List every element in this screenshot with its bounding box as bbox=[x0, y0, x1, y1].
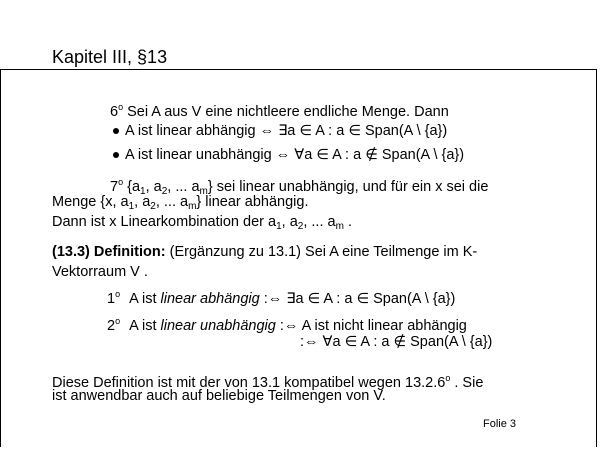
bullet-icon bbox=[113, 152, 119, 158]
text: . Sie bbox=[450, 375, 484, 391]
point-6-bullet-2-text: A ist linear unabhängig ⇔ ∀a ∈ A : a ∉ Span(A \ {a}) bbox=[125, 147, 465, 163]
point-6-intro bbox=[110, 99, 449, 121]
definition-item-1 bbox=[107, 286, 455, 308]
item-degree: o bbox=[115, 289, 121, 299]
subscript: m bbox=[188, 201, 197, 212]
subscript: 1 bbox=[276, 221, 282, 232]
text: } linear abhängig. bbox=[196, 194, 309, 210]
page-title: Kapitel III, §13 bbox=[52, 47, 168, 67]
point-6-degree: o bbox=[118, 102, 124, 112]
text: } sei linear unabhängig, und für ein x sei die bbox=[207, 179, 489, 195]
text: . bbox=[343, 214, 352, 230]
point-7-line-3 bbox=[52, 214, 352, 235]
italic-term: linear abhängig bbox=[160, 291, 260, 307]
italic-term: linear unabhängig bbox=[160, 318, 276, 334]
text: , a bbox=[134, 194, 151, 210]
subscript: 2 bbox=[150, 201, 156, 212]
text: , a bbox=[281, 214, 298, 230]
closing-line-2: ist anwendbar auch auf beliebige Teilmengen von V. bbox=[52, 388, 386, 404]
point-7-degree: o bbox=[118, 177, 124, 187]
point-7-line-2 bbox=[52, 194, 309, 215]
definition-label: (13.3) Definition: bbox=[52, 244, 166, 260]
text: , ... a bbox=[303, 214, 336, 230]
text: , a bbox=[145, 179, 162, 195]
point-6-bullet-1-text: A ist linear abhängig ⇔ ∃a ∈ A : a ∈ Span(A \ {a}) bbox=[125, 123, 448, 139]
subscript: 1 bbox=[140, 186, 146, 197]
subscript: m bbox=[199, 186, 208, 197]
point-7-number: 7 bbox=[110, 179, 119, 195]
item-number: 1 bbox=[107, 291, 116, 307]
text: :⇔ A ist nicht linear abhängig bbox=[275, 318, 467, 334]
item-degree: o bbox=[115, 316, 121, 326]
point-6-bullet-2 bbox=[113, 147, 464, 164]
subscript: 2 bbox=[161, 186, 168, 197]
subscript: 2 bbox=[297, 221, 304, 232]
definition-item-2-line-2: :⇔ ∀a ∈ A : a ∉ Span(A \ {a}) bbox=[300, 334, 493, 350]
definition-line-1 bbox=[52, 244, 477, 261]
text: :⇔ ∃a ∈ A : a ∈ Span(A \ {a}) bbox=[259, 291, 456, 307]
text: , ... a bbox=[167, 179, 200, 195]
item-number: 2 bbox=[107, 318, 116, 334]
definition-text: (Ergänzung zu 13.1) Sei A eine Teilmenge im K- bbox=[165, 244, 478, 260]
text: Diese Definition ist mit der von 13.1 kompatibel wegen 13.2.6 bbox=[52, 375, 446, 391]
subscript: 1 bbox=[128, 201, 135, 212]
text: {a bbox=[123, 179, 141, 195]
subscript: m bbox=[335, 221, 344, 232]
text: Menge {x, a bbox=[52, 194, 129, 210]
bullet-icon bbox=[113, 128, 119, 134]
point-6-number: 6 bbox=[110, 104, 119, 120]
text: Dann ist x Linearkombination der a bbox=[52, 214, 277, 230]
point-6-bullet-1 bbox=[113, 123, 447, 140]
text: , ... a bbox=[155, 194, 189, 210]
degree: o bbox=[445, 373, 451, 383]
slide-number: Folie 3 bbox=[483, 418, 517, 430]
text: A ist bbox=[129, 291, 161, 307]
point-6-text: Sei A aus V eine nichtleere endliche Menge. Dann bbox=[123, 104, 449, 120]
definition-line-2: Vektorraum V . bbox=[52, 264, 148, 280]
definition-item-2 bbox=[107, 313, 467, 335]
text: A ist bbox=[129, 318, 161, 334]
